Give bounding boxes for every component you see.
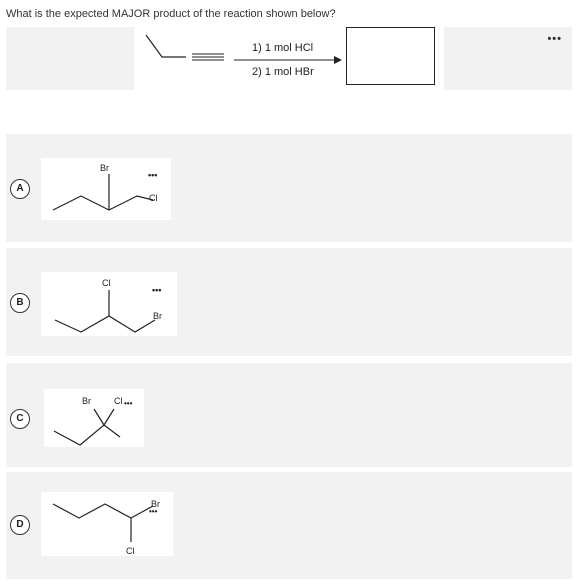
product-box[interactable] bbox=[346, 27, 435, 85]
reaction-panel-right bbox=[444, 27, 572, 90]
reagent-step-2: 2) 1 mol HBr bbox=[252, 66, 314, 78]
structure-a bbox=[41, 158, 171, 220]
choice-label-b[interactable]: B bbox=[10, 293, 30, 313]
lone-pair-dots-icon: ••• bbox=[124, 399, 133, 408]
structure-c bbox=[44, 389, 144, 447]
choice-label-a[interactable]: A bbox=[10, 179, 30, 199]
reaction-panel-left bbox=[6, 27, 134, 90]
more-options-icon[interactable]: ••• bbox=[547, 33, 562, 45]
reagent-step-1: 1) 1 mol HCl bbox=[252, 42, 314, 54]
choice-label-d[interactable]: D bbox=[10, 515, 30, 535]
sub-br-b: Br bbox=[153, 311, 162, 321]
lone-pair-dots-icon: ••• bbox=[152, 285, 162, 295]
sub-cl-b: Cl bbox=[102, 278, 111, 288]
choice-panel-b[interactable] bbox=[6, 248, 572, 356]
sub-br-d: Br bbox=[151, 499, 160, 509]
choice-panel-d[interactable] bbox=[6, 472, 572, 579]
sub-cl-c: Cl bbox=[114, 396, 123, 406]
choice-panel-c[interactable] bbox=[6, 363, 572, 467]
structure-d bbox=[41, 492, 173, 556]
sub-cl-d: Cl bbox=[126, 546, 135, 556]
structure-b bbox=[41, 272, 177, 336]
reaction-area bbox=[134, 27, 440, 90]
lone-pair-dots-icon: ••• bbox=[148, 170, 158, 180]
sub-cl-a: Cl bbox=[149, 193, 158, 203]
lone-pair-dots-icon: ••• bbox=[149, 507, 158, 516]
choice-panel-a[interactable] bbox=[6, 134, 572, 242]
choice-label-c[interactable]: C bbox=[10, 409, 30, 429]
question-text: What is the expected MAJOR product of the reaction shown below? bbox=[6, 8, 336, 20]
sub-br-c: Br bbox=[82, 396, 91, 406]
sub-br-a: Br bbox=[100, 163, 109, 173]
